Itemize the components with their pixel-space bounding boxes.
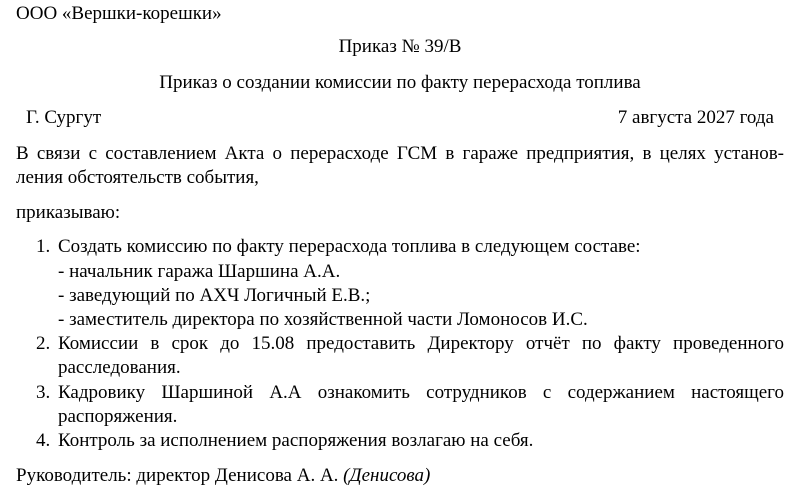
commission-member: - заместитель директора по хозяйственной части Ломоносов И.С. xyxy=(58,309,588,330)
order-number: Приказ № 39/В xyxy=(338,36,462,57)
order-word: приказываю: xyxy=(16,202,121,223)
item-text-continued: распоряжения. xyxy=(58,406,178,427)
commission-member: - начальник гаража Шаршина А.А. xyxy=(58,261,341,282)
item-text-continued: расследования. xyxy=(58,357,181,378)
preamble-line-2: ления обстоятельств события, xyxy=(16,167,259,188)
date: 7 августа 2027 года xyxy=(617,107,774,128)
item-text: Комиссии в срок до 15.08 предоставить Директору отчёт по факту проведенного xyxy=(58,333,784,354)
item-number: 2. xyxy=(36,333,51,354)
signature-label: Руководитель: директор Денисова А. А. xyxy=(16,465,339,486)
commission-member: - заведующий по АХЧ Логичный Е.В.; xyxy=(58,285,371,306)
item-text: Контроль за исполнением распоряжения возлагаю на себя. xyxy=(58,430,534,451)
city: Г. Сургут xyxy=(26,107,102,128)
preamble-line-1: В связи с составлением Акта о перерасходе ГСМ в гараже предприятия, в целях установ- xyxy=(16,143,784,164)
item-number: 3. xyxy=(36,382,51,403)
signature-line xyxy=(16,464,430,488)
item-text: Создать комиссию по факту перерасхода топлива в следующем составе: xyxy=(58,236,641,257)
order-title: Приказ о создании комиссии по факту перерасхода топлива xyxy=(159,72,641,93)
company-name: ООО «Вершки-корешки» xyxy=(16,3,222,24)
item-text: Кадровику Шаршиной А.А ознакомить сотрудников с содержанием настоящего xyxy=(58,382,784,403)
item-number: 1. xyxy=(36,236,51,257)
signature-name: (Денисова) xyxy=(343,465,431,486)
item-number: 4. xyxy=(36,430,51,451)
